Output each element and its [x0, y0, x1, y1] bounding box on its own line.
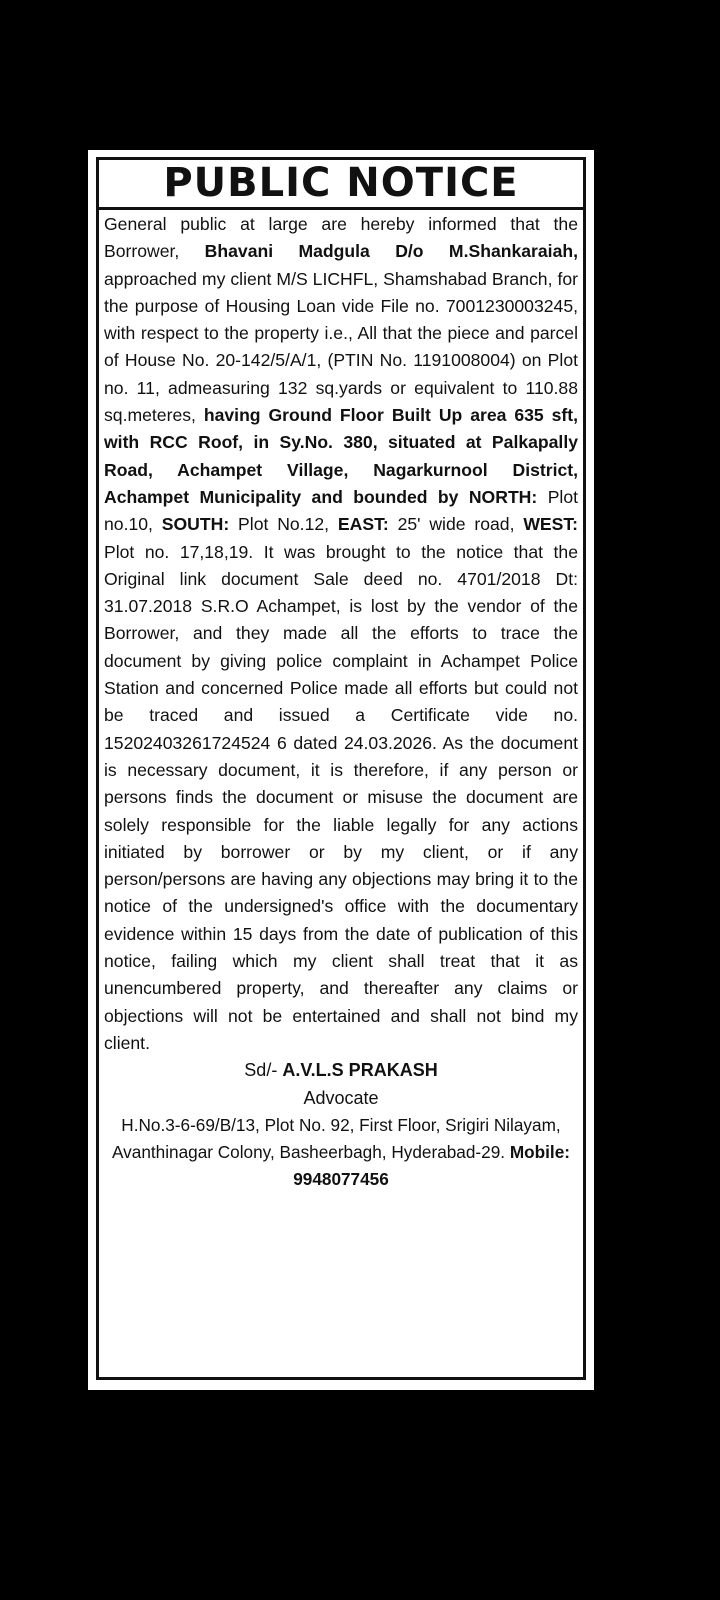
newspaper-clipping: [88, 150, 594, 1390]
south-label: SOUTH:: [161, 514, 230, 535]
mobile-label: Mobile:: [509, 1142, 570, 1163]
signatory-address: H.No.3-6-69/B/13, Plot No. 92, First Floor, Srigiri Nilayam, Avanthinagar Colony, Basheerbagh, Hyderabad-29.: [112, 1114, 561, 1163]
signatory-name: A.V.L.S PRAKASH: [282, 1060, 438, 1081]
signatory-address-line: [99, 1112, 583, 1194]
notice-title: PUBLIC NOTICE: [99, 160, 583, 210]
signatory-role: Advocate: [303, 1087, 379, 1108]
notice-paragraph: [104, 211, 578, 1057]
signed-prefix: Sd/-: [244, 1060, 278, 1081]
south-value: Plot No.12,: [238, 514, 330, 535]
east-label: EAST:: [337, 514, 389, 535]
north-label: NORTH:: [468, 486, 538, 507]
lost-document-text: It was brought to the notice that the Original link document Sale deed no. 4701/2018 Dt: 31.07.2018 S.R.O Achampet, is lost by the vendor of the Borrower, and they made all the efforts to trace the document by giving police complaint in Achampet Police Station and concerned Police made all efforts but could not be traced and issued a Certificate vide no. 15202403261724524 6 dated 24.03.2026.: [104, 541, 578, 753]
liability-text: As the document is necessary document, it is therefore, if any person or persons finds the document or misuse the document are solely responsible for the liable legally for any actions initiated by borrower or by my client, or if any person/persons are having any objections may bring it to the notice of the undersigned's office with the documentary evidence within 15 days from the date of publication of this notice, failing which my client shall treat that it as unencumbered property, and thereafter any claims or objections will not be entertained and shall not bind my client.: [104, 732, 579, 1053]
property-description: having Ground Floor Built Up area 635 sft, with RCC Roof, in Sy.No. 380, situated at Palkapally Road, Achampet Village, Nagarkurnool District, Achampet Municipality and bounded by: [104, 405, 579, 507]
north-value: Plot no.10,: [104, 486, 579, 535]
notice-body: [99, 210, 583, 1057]
signatory-line: [99, 1057, 583, 1084]
west-label: WEST:: [523, 514, 579, 535]
intro-text: General public at large are hereby informed that the Borrower,: [104, 214, 578, 262]
signature-block: [99, 1057, 583, 1193]
west-value: Plot no. 17,18,19.: [104, 541, 254, 562]
loan-details: approached my client M/S LICHFL, Shamshabad Branch, for the purpose of Housing Loan vide File no. 7001230003245, with respect to the property i.e., All that the piece and parcel of House No. 20-142/5/A/1, (PTIN No. 1191008004) on Plot no. 11, admeasuring 132 sq.yards or equivalent to 110.88 sq.meteres,: [104, 268, 578, 426]
notice-frame: [96, 157, 586, 1380]
borrower-name: Bhavani Madgula D/o M.Shankaraiah,: [204, 241, 578, 262]
mobile-number: 9948077456: [293, 1169, 389, 1190]
east-value: 25' wide road,: [397, 514, 515, 535]
